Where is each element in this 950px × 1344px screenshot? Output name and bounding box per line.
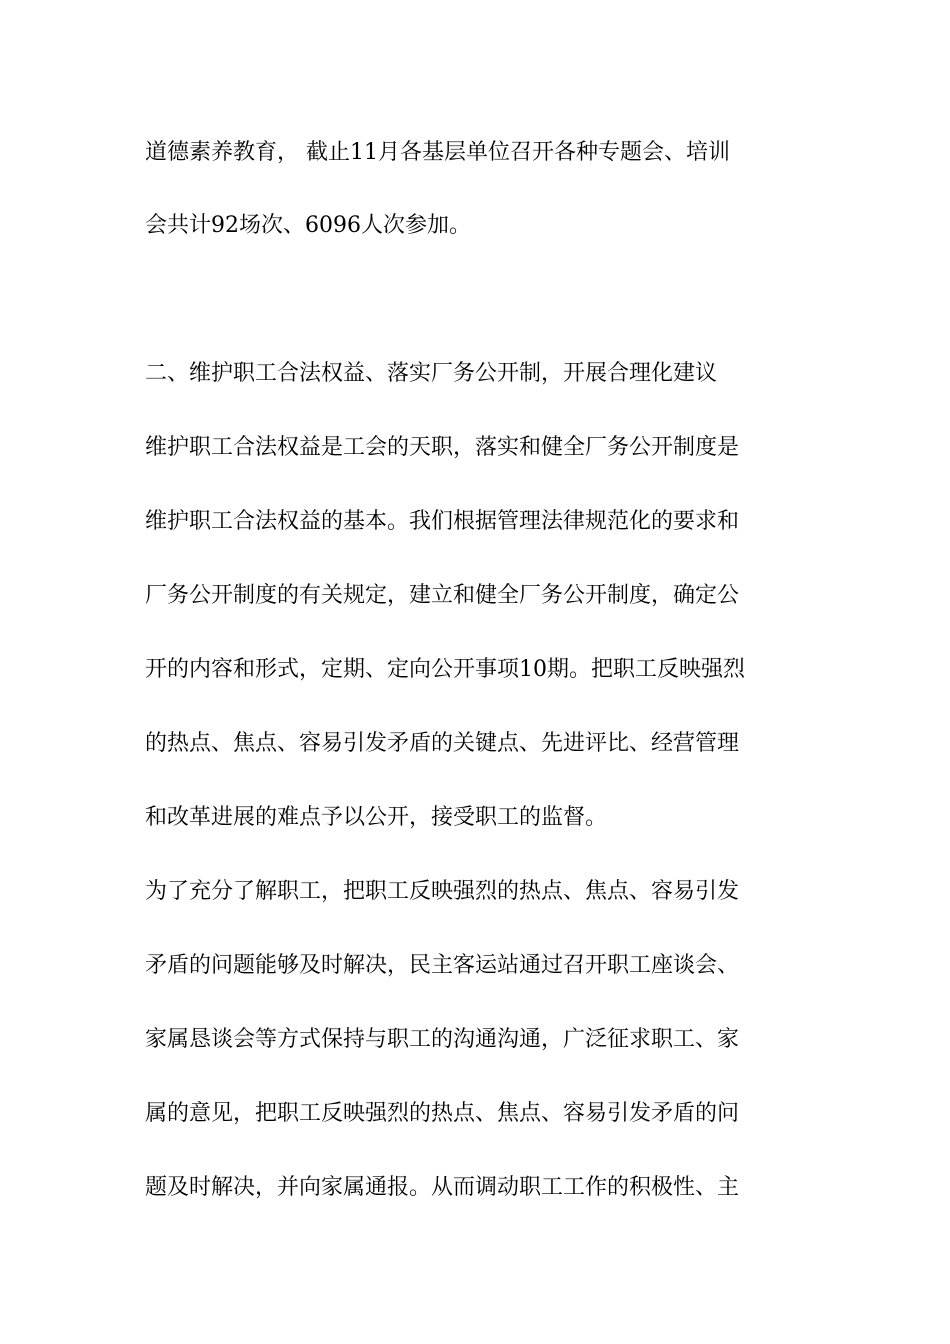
text-line: 道德素养教育， 截止11月各基层单位召开各种专题会、培训 [145,140,730,165]
text-line: 会共计92场次、6096人次参加。 [145,213,471,238]
text-line: 为了充分了解职工，把职工反映强烈的热点、焦点、容易引发 [145,879,740,904]
text-line: 家属恳谈会等方式保持与职工的沟通沟通，广泛征求职工、家 [145,1027,740,1052]
text-line: 矛盾的问题能够及时解决，民主客运站通过召开职工座谈会、 [145,953,740,978]
text-line: 的热点、焦点、容易引发矛盾的关键点、先进评比、经营管理 [145,731,740,756]
text-line: 厂务公开制度的有关规定，建立和健全厂务公开制度，确定公 [145,583,740,608]
text-line: 属的意见，把职工反映强烈的热点、焦点、容易引发矛盾的问 [145,1101,740,1126]
text-line: 开的内容和形式，定期、定向公开事项10期。把职工反映强烈 [145,657,745,682]
text-line: 题及时解决，并向家属通报。从而调动职工工作的积极性、主 [145,1175,740,1200]
text-line: 维护职工合法权益的基本。我们根据管理法律规范化的要求和 [145,509,740,534]
text-line: 维护职工合法权益是工会的天职，落实和健全厂务公开制度是 [145,435,740,460]
text-line: 和改革进展的难点予以公开，接受职工的监督。 [145,805,608,830]
section-heading: 二、维护职工合法权益、落实厂务公开制，开展合理化建议 [145,361,718,386]
